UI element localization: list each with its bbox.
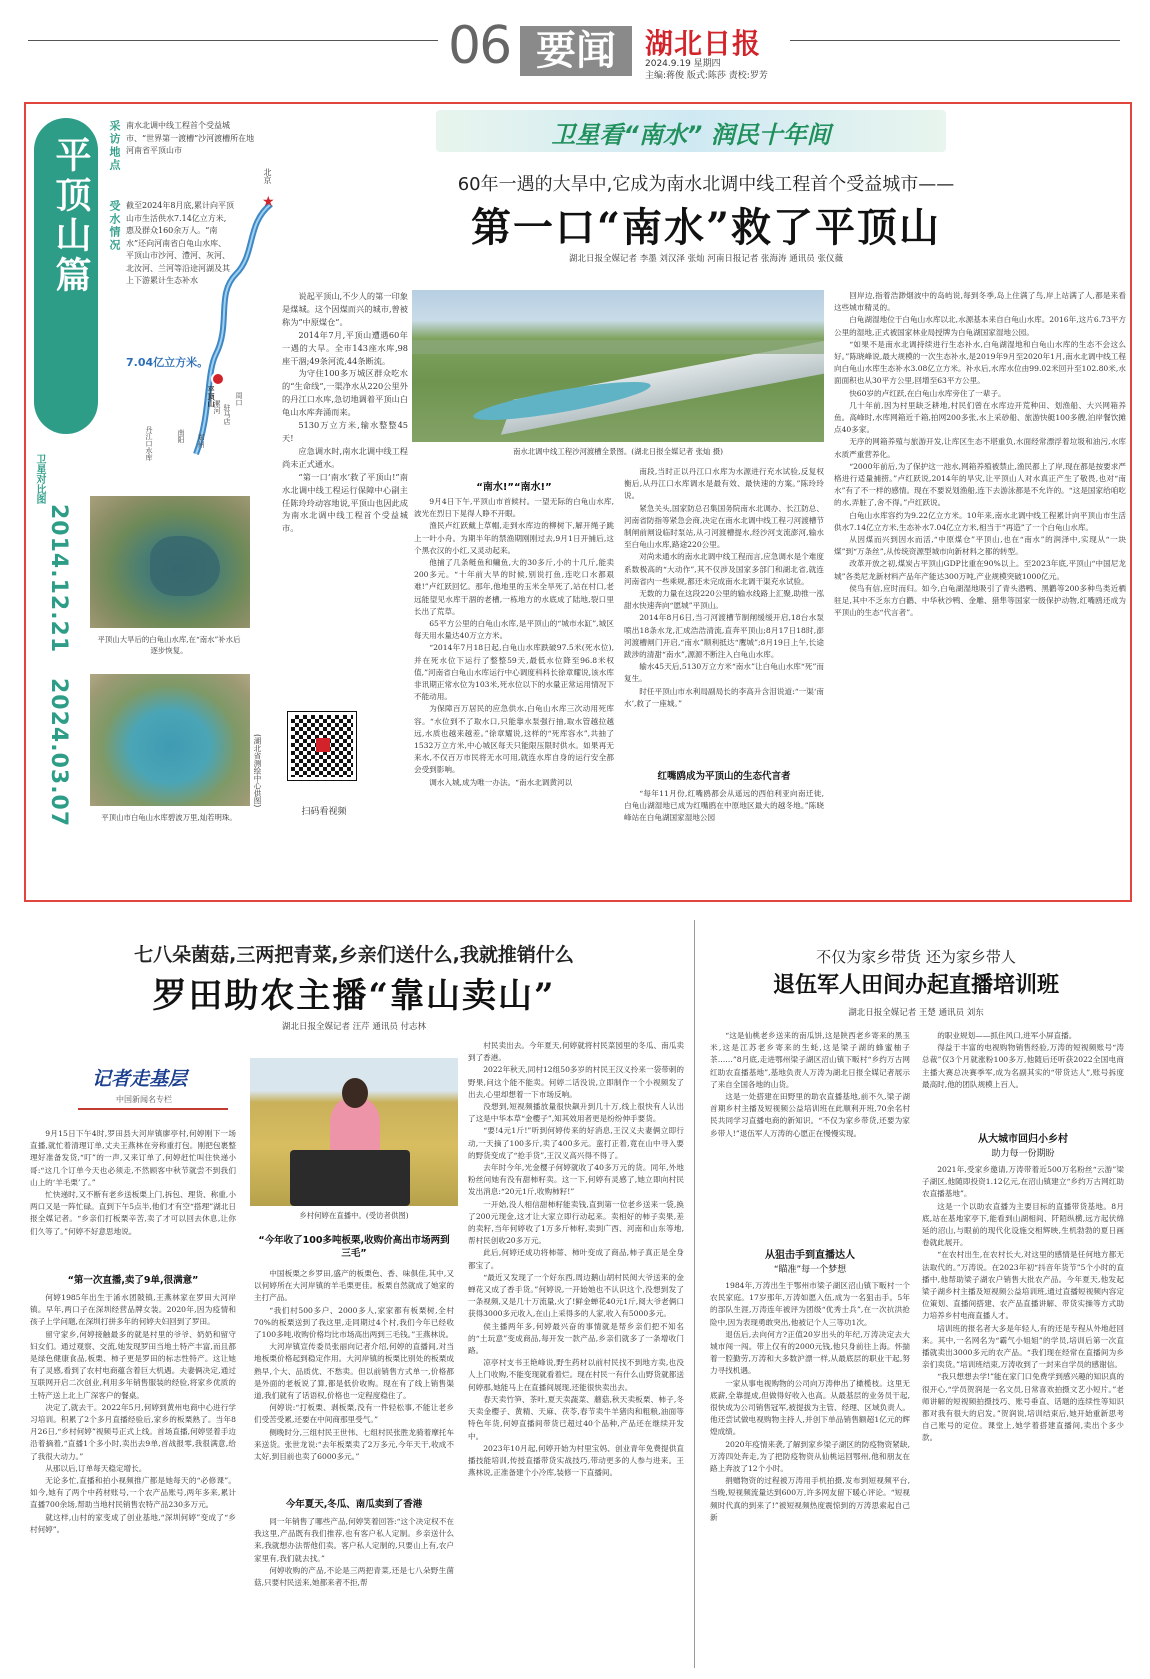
sidebar-label-interview: 采访地点 bbox=[108, 120, 121, 172]
sidebar-text-interview: 南水北调中线工程首个受益城市、“世界第一渡槽”沙河渡槽所在地河南省平顶山市 bbox=[126, 121, 255, 155]
a2-host-photo bbox=[250, 1058, 458, 1206]
map-label-luohe: 漯河 bbox=[213, 400, 221, 414]
a2-body-col1b: 何婷1985年出生于浠水团陂镇,王燕林家在罗田大河岸镇。早年,两口子在深圳经营品牌女装。2020年,因为疫情和孩子上学问题,在深圳打拼多年的何婷夫妇回到了罗田。 留守家乡,何婷接触最多的就是村里的爷爷、奶奶和留守妇女们。通过观察、交流,她发现罗田当地土特产丰富,而且都是绿色健康食品,板栗、柿子更是罗田的标志性特产。这让她有了灵感,看到了农村电商蕴含着巨大机遇。夫妻俩决定,通过互联网开启二次创业,利用多年销售服装的经验,将家乡优质的土特产送上北上广深客户的餐桌。 决定了,就去干。2022年5月,何婷到黄州电商中心进行学习培训。积累了2个多月直播经验后,家乡的板栗熟了。当年8月26日,“乡村何婷”视频号正式上线。首场直播,何婷竖着手边沿着摘着,“直播1个多小时,卖出去9单,首战报零,我很满意,给了我很大动力。” 从那以后,订单每天稳定增长。 无论多忙,直播和拍小视频推广都是她每天的“必修课”。如今,她有了两个中药材账号,一个农产品账号,两年多来,累计直播700余场,帮助当地村民销售农特产品230多万元。 就这样,山村的家变成了创业基地,“深圳何婷”变成了“乡村何婷”。 bbox=[30, 1293, 236, 1534]
page-number: 06 bbox=[448, 16, 511, 76]
satellite-date-2014: 2014.12.21 bbox=[46, 504, 71, 654]
feature-body-col2: 9月4日下午,平顶山市首候村。一望无际的白龟山水库,波光在烈日下晃得人睁不开眼。 渔民卢红跃戴上草帽,走到水库边的柳树下,解开绳子跳上一叶小舟。为期半年的禁渔期刚刚过去,9月1日开捕后,这个黑衣汉的小红,又灵动起来。 他捕了几条鲢鱼和鳙鱼,大的30多斤,小的十几斤,能卖200多元。“十年前大旱的时候,别说打鱼,连吃口水都艰难!”卢红跃回忆。那年,他地里的玉米全旱死了,站在村口,老远能望见水库干涸的老槽,一栋地方的水底成了陆地,裂口里长出了荒草。 65平方公里的白龟山水库,是平顶山的“城市水缸”,城区每天用水量达40万立方米。 “2014年7月18日起,白龟山水库跌破97.5米(死水位),并在死水位下运行了整整59天,最低水位降至96.8米权值,”河南省白龟山水库运行中心调度科科长徐章耀说,该水库非讯期正常水位为103米,死水位以下的水量正常运用情况下不能动用。 为保障百万居民的应急供水,白龟山水库三次动用死库容。“水位到不了取水口,只能靠水泵强行抽,取水管越拉越远,水质也越来越差。”徐章耀说,这样的“死库容水”,共抽了1532万立方米,中心城区每天只能限压限时供水。如果再无来水,不仅百万市民将无水可用,就连水库自身的运行安全都会受到影响。 调水入城,成为唯一办法。“南水北调黄河以 bbox=[414, 497, 614, 787]
feature-box bbox=[24, 102, 1132, 902]
a3-subhead-return-2: 助力每一份期盼 bbox=[991, 1149, 1055, 1159]
a2-body-col3: 村民卖出去。今年夏天,何婷就将村民菜园里的冬瓜、南瓜卖到了香港。 2022年秋天,同村12组50多岁的村民王汉义拎来一袋带刺的野果,问这个能不能卖。何婷二话没说,立即制作一个小视频发了出去,心里却想着一下市场反响。 没想到,短视频播放量很快飙升到几十万,线上很快有人认出了这是中华本草“金樱子”,知其效用者更是纷纷伸手要货。 “要!4元1斤!”听到何婷传来的好消息,王汉义夫妻俩立即行动,一天摘了100多斤,卖了400多元。蛮打正着,竟在山中寻入要的野货变成了“抢手货”,王汉义高兴得不得了。 去年时今年,光金樱子何婷就收了40多万元的货。同年,外地粉丝问她有没有甜柿籽卖。这一下,何婷有灵感了,她立即向村民发出消息:“20元1斤,收购柿籽!” 一开始,没人相信甜柿籽能卖钱,直到第一位老乡送来一袋,换了200元现金,这才让大家立即行动起来。卖相好的柿子卖果,差的卖籽,当年何婷收了1万多斤柿籽,卖到广西、河南和山东等地,帮村民创收20多万元。 此后,何婷还成功将柿蒂、柿叶变成了商品,柿子真正是全身都宝了。 “最近又发现了一个好东西,周边鹅山胡村民阅大爷送来的金蝉花又成了香手货。”何婷说,一开始她也不认识这个,没想到发了一条视频,又是几十万流量,火了!鲜金蝉花40元1斤,阅大爷老俩口获得3000多元收入,在山上采得多的人家,收入有5000多元。 侯主播两年多,何婷最兴奋的事情就是帮乡亲们把不知名的“土玩意”变成商品,每开发一款产品,乡亲们就多了一条增收门路。 凉亭村支书王艳峰说,野生药材以前村民找不到地方卖,也没人上门收购,不能变现就看着烂。现在村民一有什么山野货就都送何婷那,她能马上在直播间展现,还能很快卖出去。 春天卖竹笋、茶叶,夏天卖蔬菜、蘑菇,秋天卖板栗、柿子,冬天卖金樱子、黄精、天麻、茯苓,春节卖牛羊猪肉和粗粮,油面等特色年货,何婷直播间带货已超过40个品种,产品还在继续开发中。 2023年10月起,何婷开始为村里宝妈、创业青年免费提供直播技能培训,传授直播带货实战技巧,带动更多的人参与进来。王燕林说,正准备建个小冷库,装修一下直播间。 bbox=[468, 1041, 684, 1478]
city-tag bbox=[34, 118, 98, 434]
series-banner-text: 卫星看“南水” 润民十年间 bbox=[551, 121, 831, 149]
aqueduct-photo-caption: 南水北调中线工程沙河渡槽全景图。(湖北日报全媒记者 张灿 摄) bbox=[512, 447, 723, 456]
a3-body-col2b: 2021年,受家乡邀请,万涛带着近500万名粉丝“云游”梁子湖区,他随即投资1.12亿元,在沼山镇建立“乡约万古网红助农直播基地”。 这是一个以助农直播为主要目标的直播带货基地。8月底,站在基地家亭下,能看到山湖相间、阡陌纵横,远方起伏绵延的沼山,与眼前的现代化设施交相辉映,生机勃勃的夏日画卷就此展开。 “在农村出生,在农村长大,对这里的感情是任何地方都无法取代的。”万涛说。在2023年初“抖音年货节”5个小时的直播中,他帮助梁子湖农户销售大批农产品。今年夏天,他发起梁子湖乡村主播及短视频公益培训班,通过直播短视频内容定位策划、直播间搭建、农产品直播讲解、带货实操等方式助力培养乡村电商直播人才。 培训班的报名者大多是年轻人,有的还是专程从外地赶回来。其中,一名网名为“霸气小姐姐”的学员,培训后第一次直播就卖出3000多元的农产品。“我们现在经常在直播间为乡亲们卖货。”培训班结束,万涛收到了一封来自学员的感谢信。 “我只想想去学!”能在家门口免费学到感兴趣的知识真的很开心,“学员贺润是一名文员,日常喜欢拍摄文艺小短片。”老师讲解的短视频拍摄技巧、账号垂直、话题的连续性等知识都对我有很大的启发。”贺润说,培训结束后,她开始重新思考自己账号的定位。课堂上,她学着搭建直播间,卖出个多少款。 bbox=[922, 1165, 1124, 1443]
map-label-zhengzhou: 郑州 bbox=[197, 434, 205, 448]
a3-kicker: 不仅为家乡带货 还为家乡带人 bbox=[816, 948, 1016, 966]
satellite-image-2014 bbox=[90, 496, 250, 628]
beijing-star-icon: ★ bbox=[262, 194, 275, 210]
paper-name: 湖北日报 bbox=[645, 27, 762, 60]
article-veteran bbox=[700, 912, 1132, 1672]
sidebar-big-number: 7.04亿立方米。 bbox=[126, 356, 209, 369]
reporter-column-logo bbox=[74, 1058, 234, 1118]
city-tag-text: 平顶山篇 bbox=[50, 136, 92, 296]
series-banner bbox=[436, 110, 946, 152]
map-label-beijing: 北京 bbox=[263, 168, 272, 184]
a3-byline: 湖北日报全媒记者 王楚 通讯员 刘东 bbox=[848, 1008, 984, 1018]
section-title: 要闻 bbox=[520, 26, 632, 76]
canal-route bbox=[196, 204, 271, 454]
satellite-date-2024: 2024.03.07 bbox=[46, 678, 71, 828]
issue-date: 2024.9.19 星期四 bbox=[645, 59, 721, 69]
feature-body-col3b: “每年11月份,红嘴鸥都会从遥远的西伯利亚向南迁徙,白龟山湖湿地已成为红嘴鸥在中原地区最大的越冬地。”陈晓峰站在白龟湖国家湿地公园 bbox=[624, 789, 824, 823]
subhead-gulls: 红嘴鸥成为平顶山的生态代言者 bbox=[657, 771, 791, 782]
a3-headline: 退伍军人田间办起直播培训班 bbox=[772, 972, 1059, 998]
pingdingshan-marker bbox=[212, 373, 224, 385]
a2-subhead-chestnut: “今年收了100多吨板栗,收购价高出市场两到三毛” bbox=[258, 1235, 450, 1259]
a3-subhead-sniper-2: “瞄准”每一个梦想 bbox=[773, 1265, 847, 1275]
a3-subhead-return: 从大城市回归小乡村 bbox=[978, 1134, 1068, 1145]
reporter-logo-text: 记者走基层 bbox=[92, 1068, 188, 1090]
a2-subhead-first-live: “第一次直播,卖了9单,很满意” bbox=[67, 1275, 199, 1286]
feature-kicker: 60年一遇的大旱中,它成为南水北调中线工程首个受益城市—— bbox=[457, 174, 955, 195]
a2-kicker: 七八朵菌菇,三两把青菜,乡亲们送什么,我就推销什么 bbox=[134, 944, 574, 966]
map-label-zhumadian: 驻马店 bbox=[223, 404, 231, 425]
masthead-rule-left bbox=[28, 40, 438, 41]
satellite-image-2024 bbox=[90, 674, 250, 806]
a2-host-photo-caption: 乡村何婷在直播中。(受访者供图) bbox=[299, 1211, 409, 1220]
feature-body-col3: 南段,当时正以丹江口水库为水源进行充水试验,反复权衡后,从丹江口水库调水是最有效、最快速的方案。”陈玲玲说。 紧急关头,国家防总召集国务院南水北调办、长江防总、河南省防指等紧急会商,决定在南水北调中线工程刁河渡槽节制闸前闸设临时泵站,从刁河渡槽提水,经沙河支流澎河,输水至白龟山水库,路途220公里。 对尚未通水的南水北调中线工程而言,应急调水是个难度系数极高的“大动作”,其不仅涉及国家多部门和湖北省,就连河南省内一些乘规,都还未完成南水北调干渠充水试验。 无数的力量在这段220公里的输水线路上汇聚,助推一泓甜水快速奔向“愿城”平顶山。 2014年8月6日,当刁河渡槽节制闸缓缓开启,18台水泵喷出18条水龙,汇成浩浩清流,直奔平顶山;8月17日18时,澎河渡槽闸门开启,“南水”顺利抵达“鹰城”;8月19日上午,长途跋涉的清甜“南水”,源源不断注入白龟山水库。 输水45天后,5130万立方米“南水”让白龟山水库“死”而复生。 时任平顶山市水利局副局长的李高升含泪说道:“一渠‘南水’,救了一座城。” bbox=[624, 467, 824, 708]
a3-subhead-sniper: 从狙击手到直播达人 bbox=[765, 1250, 855, 1261]
qr-label: 扫码看视频 bbox=[301, 807, 347, 817]
a2-body-col2b: 同一年销售了哪些产品,何婷笑着回答:“这个决定权不在我这里,产品既有我们推荐,也有客户私人定制。乡亲送什么来,我就想办法帮他们卖。客户私人定制的,只要山上有,农户家里有,我们就去找。” 何婷收购的产品,不论是三两把青菜,还是七八朵野生菌菇,只要村民送来,她都来者不拒,帮 bbox=[254, 1517, 454, 1588]
subhead-nanshui: “南水!”“南水!” bbox=[476, 482, 552, 493]
satellite-caption-2024: 平顶山市白龟山水库碧波万里,灿若明珠。 bbox=[101, 813, 237, 822]
satellite-credit: (湖北省测绘中心供图) bbox=[253, 734, 262, 808]
map-label-danjiangkou: 丹江口水库 bbox=[145, 426, 153, 461]
map-label-zhoukou: 周口 bbox=[235, 392, 243, 406]
a3-body-col1: “这是仙桃老乡送来的南瓜饼,这是陕西老乡寄来的黑玉米,这是江苏老乡寄来的生蚝,这是梁子湖的蜂蜜柚子茶……”8月底,走进鄂州梁子湖区沼山镇下畈村“乡约万古网红助农直播基地”,基地负责人万涛为湖北日报全媒记者展示了来自全国各地的山货。 这是一处搭建在田野里的助农直播基地,前不久,梁子湖首期乡村主播及短视频公益培训班在此顺利开班,70余名村民共同学习直播电商的新知识。“不仅为家乡带货,还要为家乡带人!”退伍军人万涛的心愿正在慢慢实现。 bbox=[710, 1031, 910, 1138]
satellite-contrast-label: 卫星对比图 bbox=[34, 454, 45, 504]
a2-headline: 罗田助农主播“靠山卖山” bbox=[152, 976, 556, 1016]
map-label-nanyang: 南阳 bbox=[177, 429, 185, 443]
feature-body-col4: 回岸边,指着浩渺烟波中的岛屿说,每到冬季,岛上住满了鸟,岸上站满了人,都是来看这些城市精灵的。 白龟湖湿地位于白龟山水库以北,水源基本来自白龟山水库。2016年,这片6.73平方公里的湿地,正式被国家林业局授牌为白龟湖国家湿地公园。 “如果不是南水北调持续进行生态补水,白龟湖湿地和白龟山水库的生态不会这么好。”陈晓峰说,最大规模的一次生态补水,是2019年9月至2020年1月,南水北调中线工程向白龟山水库生态补水3.08亿立方米。补水后,水库水位由99.02米回升至102.80米,水面面积也从30平方公里,回增至63平方公里。 快60岁的卢红跃,在白龟山水库旁住了一辈子。 几十年前,因为村里缺乏耕地,村民们曾在水库边开荒种田、划渔船、大兴网箱养鱼。高峰时,水库网箱近千箱,拍网200多张,水上采砂船、旅游快艇100多艘,泊岸餐饮摊点40多家。 无序的网箱养殖与旅游开发,让库区生态不堪重负,水面经常漂浮着垃圾和油污,水库水质严重营养化。 “2000年前后,为了保护这一池水,网箱养殖被禁止,渔民都上了岸,现在都是按要求严格进行适量捕捞。”卢红跃说,2014年的旱灾,让平顶山人对水真正产生了敬畏,也对“南水”有了不一样的感情。现在不要说划渔船,连下去游泳都是不允许的。“这是国家给咱吃的水,弄脏了,舍不得。”卢红跃说。 白龟山水库容约为9.22亿立方米。10年来,南水北调中线工程累计向平顶山市生活供水7.14亿立方米,生态补水7.04亿立方米,相当于“再造”了一个白龟山水库。 从因煤而兴到因水而活,“中原煤仓”平顶山,也在“南水”的润泽中,实现从“一块煤”到“万条丝”,从传统资源型城市向新材料之都的转型。 改革开放之初,煤炭占平顶山GDP比重在90%以上。至2023年底,平顶山“中国尼龙城”各类尼龙新材料产品年产能达300万吨,产业规模突破1000亿元。 侯鸟有信,应时而归。如今,白龟湖湿地吸引了青头潜鸭、黑鹳等200多种鸟类近栖驻足,其中不乏东方白鹳、中华秋沙鸭、金雕、猎隼等国家一级保护动物,红嘴鸥还成为平顶山的生态“代言者”。 bbox=[834, 291, 1126, 618]
feature-byline: 湖北日报全媒记者 李墨 刘汉泽 张灿 河南日报记者 张海涛 通讯员 张仪薇 bbox=[569, 254, 843, 264]
sidebar-text-water: 截至2024年8月底,累计向平顶山市生活供水7.14亿立方米,惠及群众160余万人。“南水”还向河南省白龟山水库、平顶山市沙河、澧河、灰河、北汝河、兰河等沿途河湖及其上下游累计生态补水 bbox=[126, 201, 234, 285]
column-divider bbox=[694, 920, 695, 1668]
map-label-pingdingshan: 平顶山 bbox=[207, 386, 215, 407]
a3-body-col1b: 1984年,万涛出生于鄂州市梁子湖区沼山镇下畈村一个农民家庭。17岁那年,万涛如愿入伍,成为一名狙击手。5年的部队生涯,万涛连年被评为团级“优秀士兵”,在一次抗洪抢险中,因为表现勇敢突出,他被记个人三等功1次。 退伍后,去向何方?正值20岁出头的年纪,万涛决定去大城市闯一闯。带上仅有的2000元钱,他只身前往上海。怀揣着一腔勤劳,万涛和大多数沪漂一样,从最底层的职业干起,努力寻找机遇。 一家从事电视购物的公司向万涛伸出了橄榄枝。这里无底薪,全靠提成,但做得好收入也高。从最基层的业务员干起,很快成为公司销售冠军,被提拔为主管、经理、区域负责人。他还尝试做电视购物主持人,并创下单品销售额超1亿元的辉煌成绩。 2020年疫情来袭,了解到家乡梁子湖区的防疫物资紧缺,万涛四处奔走,为了把防疫物资从仙桃运回鄂州,他和朋友在路上奔波了12个小时。 捐赠物资的过程被万涛用手机拍摄,发布到短视频平台,当晚,短视频流量达到600万,许多网友留下暖心评论。“短视频时代真的到来了!”被短视频热度震惊到的万涛思索起自己新 bbox=[710, 1281, 910, 1522]
masthead bbox=[0, 0, 1150, 96]
a2-subhead-hongkong: 今年夏天,冬瓜、南瓜卖到了香港 bbox=[285, 1499, 423, 1510]
feature-headline: 第一口“南水”救了平顶山 bbox=[470, 204, 941, 251]
a3-body-col2: 的职业规划——抓住风口,进军小屏直播。 得益于丰富的电视购物销售经验,万涛的短视频账号“涛总裁”仅3个月就涨粉100多万,他随后还听获2022全国电商主播大赛总决赛季军,成为名副其实的“带货达人”,账号拆度最高时,他的团队规模上百人。 bbox=[922, 1031, 1124, 1089]
masthead-rule-right bbox=[790, 40, 1120, 41]
a2-byline: 湖北日报全媒记者 汪芹 通讯员 付志林 bbox=[281, 1022, 427, 1032]
feature-lead-col: 说起平顶山,不少人的第一印象是煤城。这个因煤而兴的城市,曾被称为“中原煤仓”。 2014年7月,平顶山遭遇60年一遇的大旱。全市143座水库,98座干涸;49条河流,44条断流。 为守住100多万城区群众吃水的“生命线”,一渠净水从220公里外的丹江口水库,急切地调着平顶山白龟山水库奔涌而来。 5130万立方米,输水整整45天! 应急调水时,南水北调中线工程尚未正式通水。 “第一口‘南水’救了平顶山!”南水北调中线工程运行保障中心副主任陈玲玲动容地说,平顶山也因此成为南水北调中线工程首个受益城市。 bbox=[282, 291, 408, 534]
reporter-logo-sub: 中国新闻名专栏 bbox=[116, 1095, 172, 1104]
a2-body-col1: 9月15日下午4时,罗田县大河岸镇廖亭村,何婷刚下一场直播,就忙着清理订单,丈夫王燕林在旁称重打包。刚把包裹整理好准备发货,“叮”的一声,又来订单了,何婷赶忙叫住快递小哥:“这几个订单今天也必须走,不然顾客中秋节就尝不到我们山上的‘羊毛栗’了。” 忙快递时,又不断有老乡送板栗上门,拆包、理货、称重,小两口又是一阵忙碌。直到下午5点半,他们才有空“搭理”湖北日报全媒记者。“乡亲们打板栗辛苦,卖了才可以回去休息,让你们久等了。”何婷不好意思地说。 bbox=[30, 1129, 236, 1236]
aqueduct-photo bbox=[412, 290, 824, 442]
sidebar-label-water: 受水情况 bbox=[108, 200, 121, 252]
editors: 主编:蒋俊 版式:陈莎 责校:罗芳 bbox=[645, 71, 768, 81]
satellite-caption-2014: 平顶山大旱后的白龟山水库,在“南水”补水后逐步恢复。 bbox=[97, 635, 241, 655]
article-luotian bbox=[24, 912, 744, 1672]
qr-code-badge bbox=[316, 738, 330, 752]
a2-body-col2: 中国板栗之乡罗田,盛产的板栗色、香、味俱佳,其中,又以何婷所在大河岸镇的羊毛栗更佳。板栗自然就成了她家的主打产品。 “我们村500多户、2000多人,家家都有板栗树,全村70%的板栗送到了我这里,走同期过4个村,我们今年已经收了100多吨,收购价格均比市场高出两到三毛钱。”王燕林说。 大河岸镇宣传委员张丽向记者介绍,何婷的直播间,对当地板栗价格起到稳定作用。大河岸镇的板栗比别处的板栗成熟早,个大、品质优、不愁卖。但以前销售方式单一,价格都是外面的老板说了算,都是低价收购。现在有了线上销售渠道,我们就有了话语权,价格也一定程度稳住了。 何婷说:“打板栗、剥板栗,没有一件轻松事,不能让老乡们受苦受累,还要在中间商那里受气。” 侧晚时分,三组村民王世伟、七组村民张胜龙骑着摩托车来送货。张世龙说:“去年板栗卖了2万多元,今年天干,收成不太好,到目前也卖了6000多元。” bbox=[254, 1269, 454, 1462]
